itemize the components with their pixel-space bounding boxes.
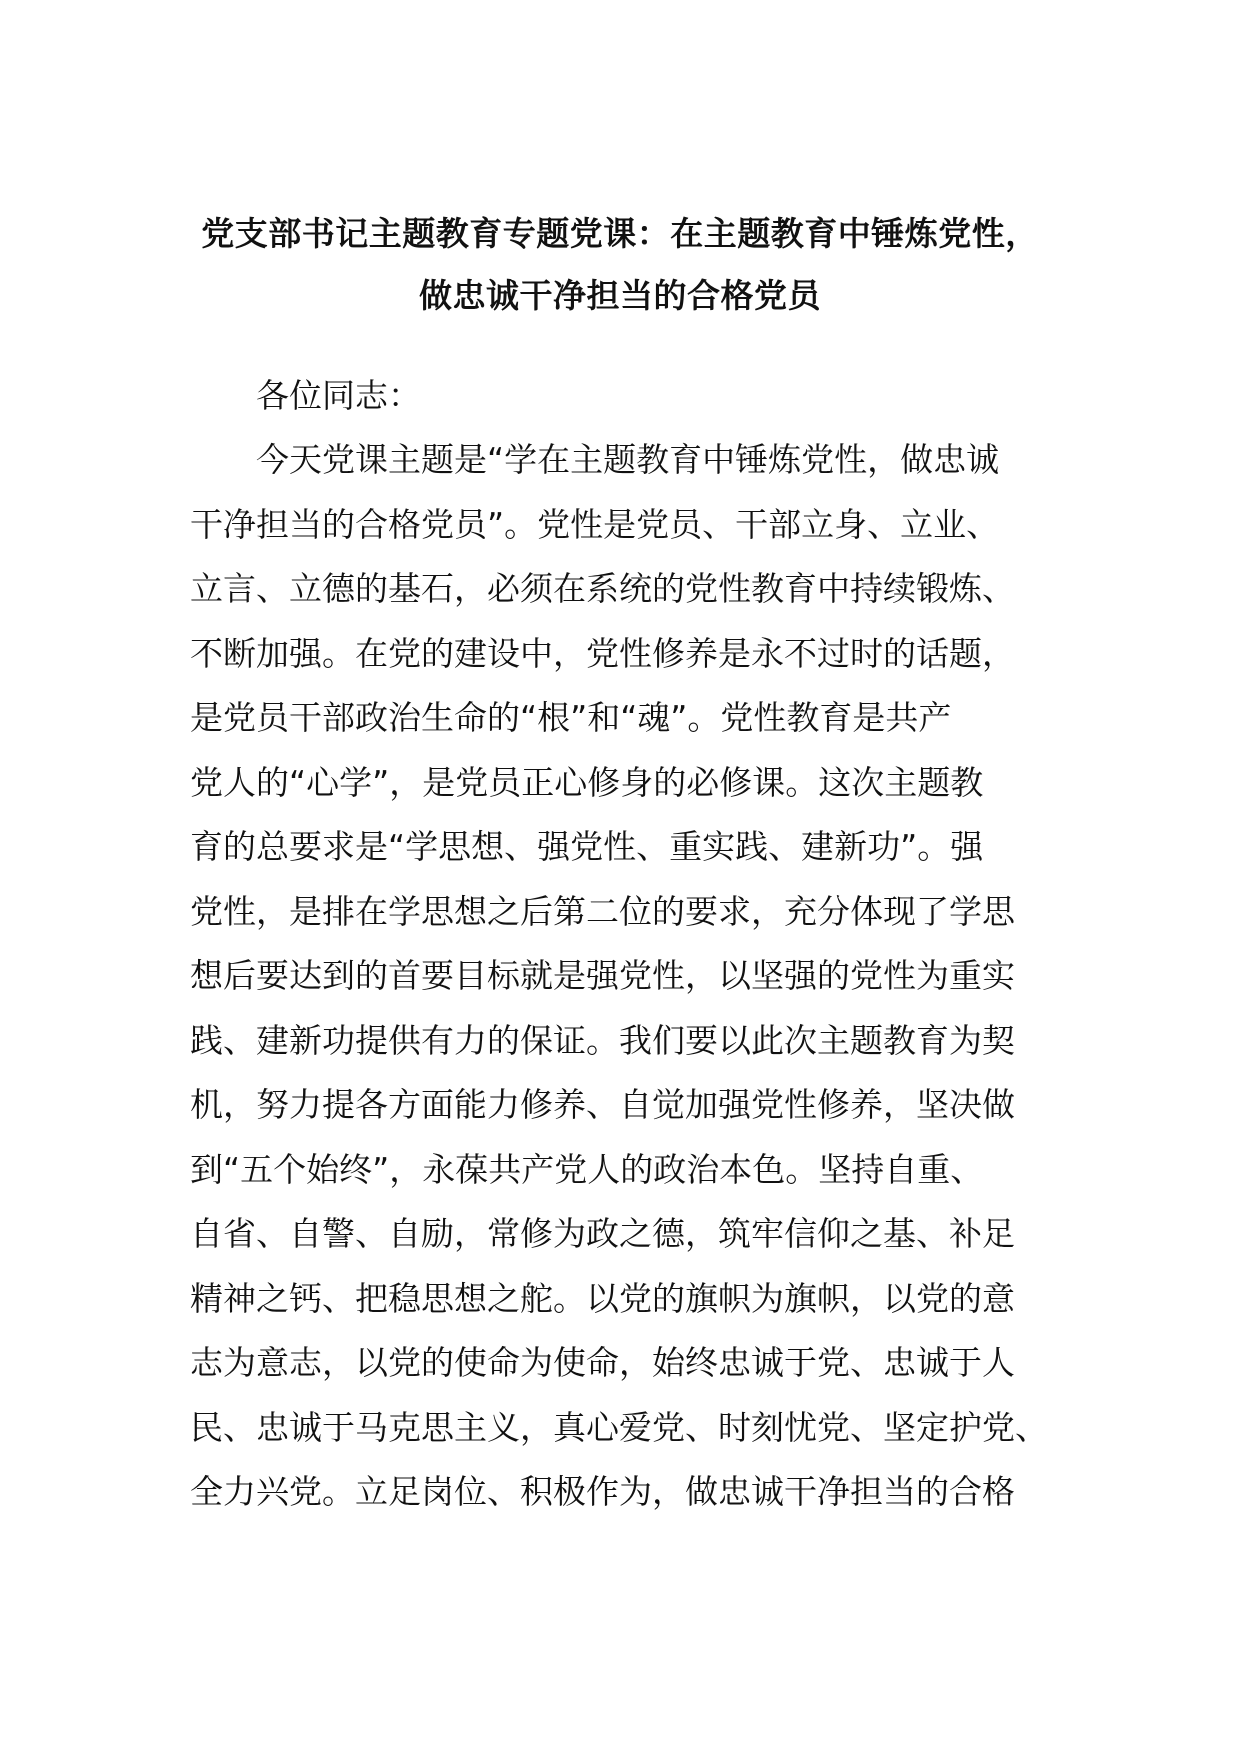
salutation: 各位同志： bbox=[256, 376, 421, 415]
body-line-5: 是党员干部政治生命的“根”和“魂”。党性教育是共产 bbox=[190, 698, 952, 737]
body-line-11: 机，努力提各方面能力修养、自觉加强党性修养，坚决做 bbox=[190, 1085, 1015, 1124]
body-line-7: 育的总要求是“学思想、强党性、重实践、建新功”。强 bbox=[190, 827, 984, 866]
body-line-10: 践、建新功提供有力的保证。我们要以此次主题教育为契 bbox=[190, 1021, 1015, 1060]
document-title-line-2: 做忠诚干净担当的合格党员 bbox=[419, 276, 821, 315]
body-line-1: 今天党课主题是“学在主题教育中锤炼党性，做忠诚 bbox=[256, 440, 1000, 479]
body-line-14: 精神之钙、把稳思想之舵。以党的旗帜为旗帜，以党的意 bbox=[190, 1279, 1015, 1318]
body-line-2: 干净担当的合格党员”。党性是党员、干部立身、立业、 bbox=[190, 505, 1000, 544]
body-line-13: 自省、自警、自励，常修为政之德，筑牢信仰之基、补足 bbox=[190, 1214, 1015, 1253]
body-line-3: 立言、立德的基石，必须在系统的党性教育中持续锻炼、 bbox=[190, 569, 1015, 608]
document-title-line-1: 党支部书记主题教育专题党课：在主题教育中锤炼党性， bbox=[201, 214, 1039, 253]
body-line-8: 党性，是排在学思想之后第二位的要求，充分体现了学思 bbox=[190, 892, 1015, 931]
body-line-16: 民、忠诚于马克思主义，真心爱党、时刻忧党、坚定护党、 bbox=[190, 1408, 1048, 1447]
body-line-4: 不断加强。在党的建设中，党性修养是永不过时的话题， bbox=[190, 634, 1015, 673]
body-line-12: 到“五个始终”，永葆共产党人的政治本色。坚持自重、 bbox=[190, 1150, 984, 1189]
body-line-17: 全力兴党。立足岗位、积极作为，做忠诚干净担当的合格 bbox=[190, 1472, 1015, 1511]
body-line-15: 志为意志，以党的使命为使命，始终忠诚于党、忠诚于人 bbox=[190, 1343, 1015, 1382]
body-line-6: 党人的“心学”，是党员正心修身的必修课。这次主题教 bbox=[190, 763, 984, 802]
body-line-9: 想后要达到的首要目标就是强党性，以坚强的党性为重实 bbox=[190, 956, 1015, 995]
